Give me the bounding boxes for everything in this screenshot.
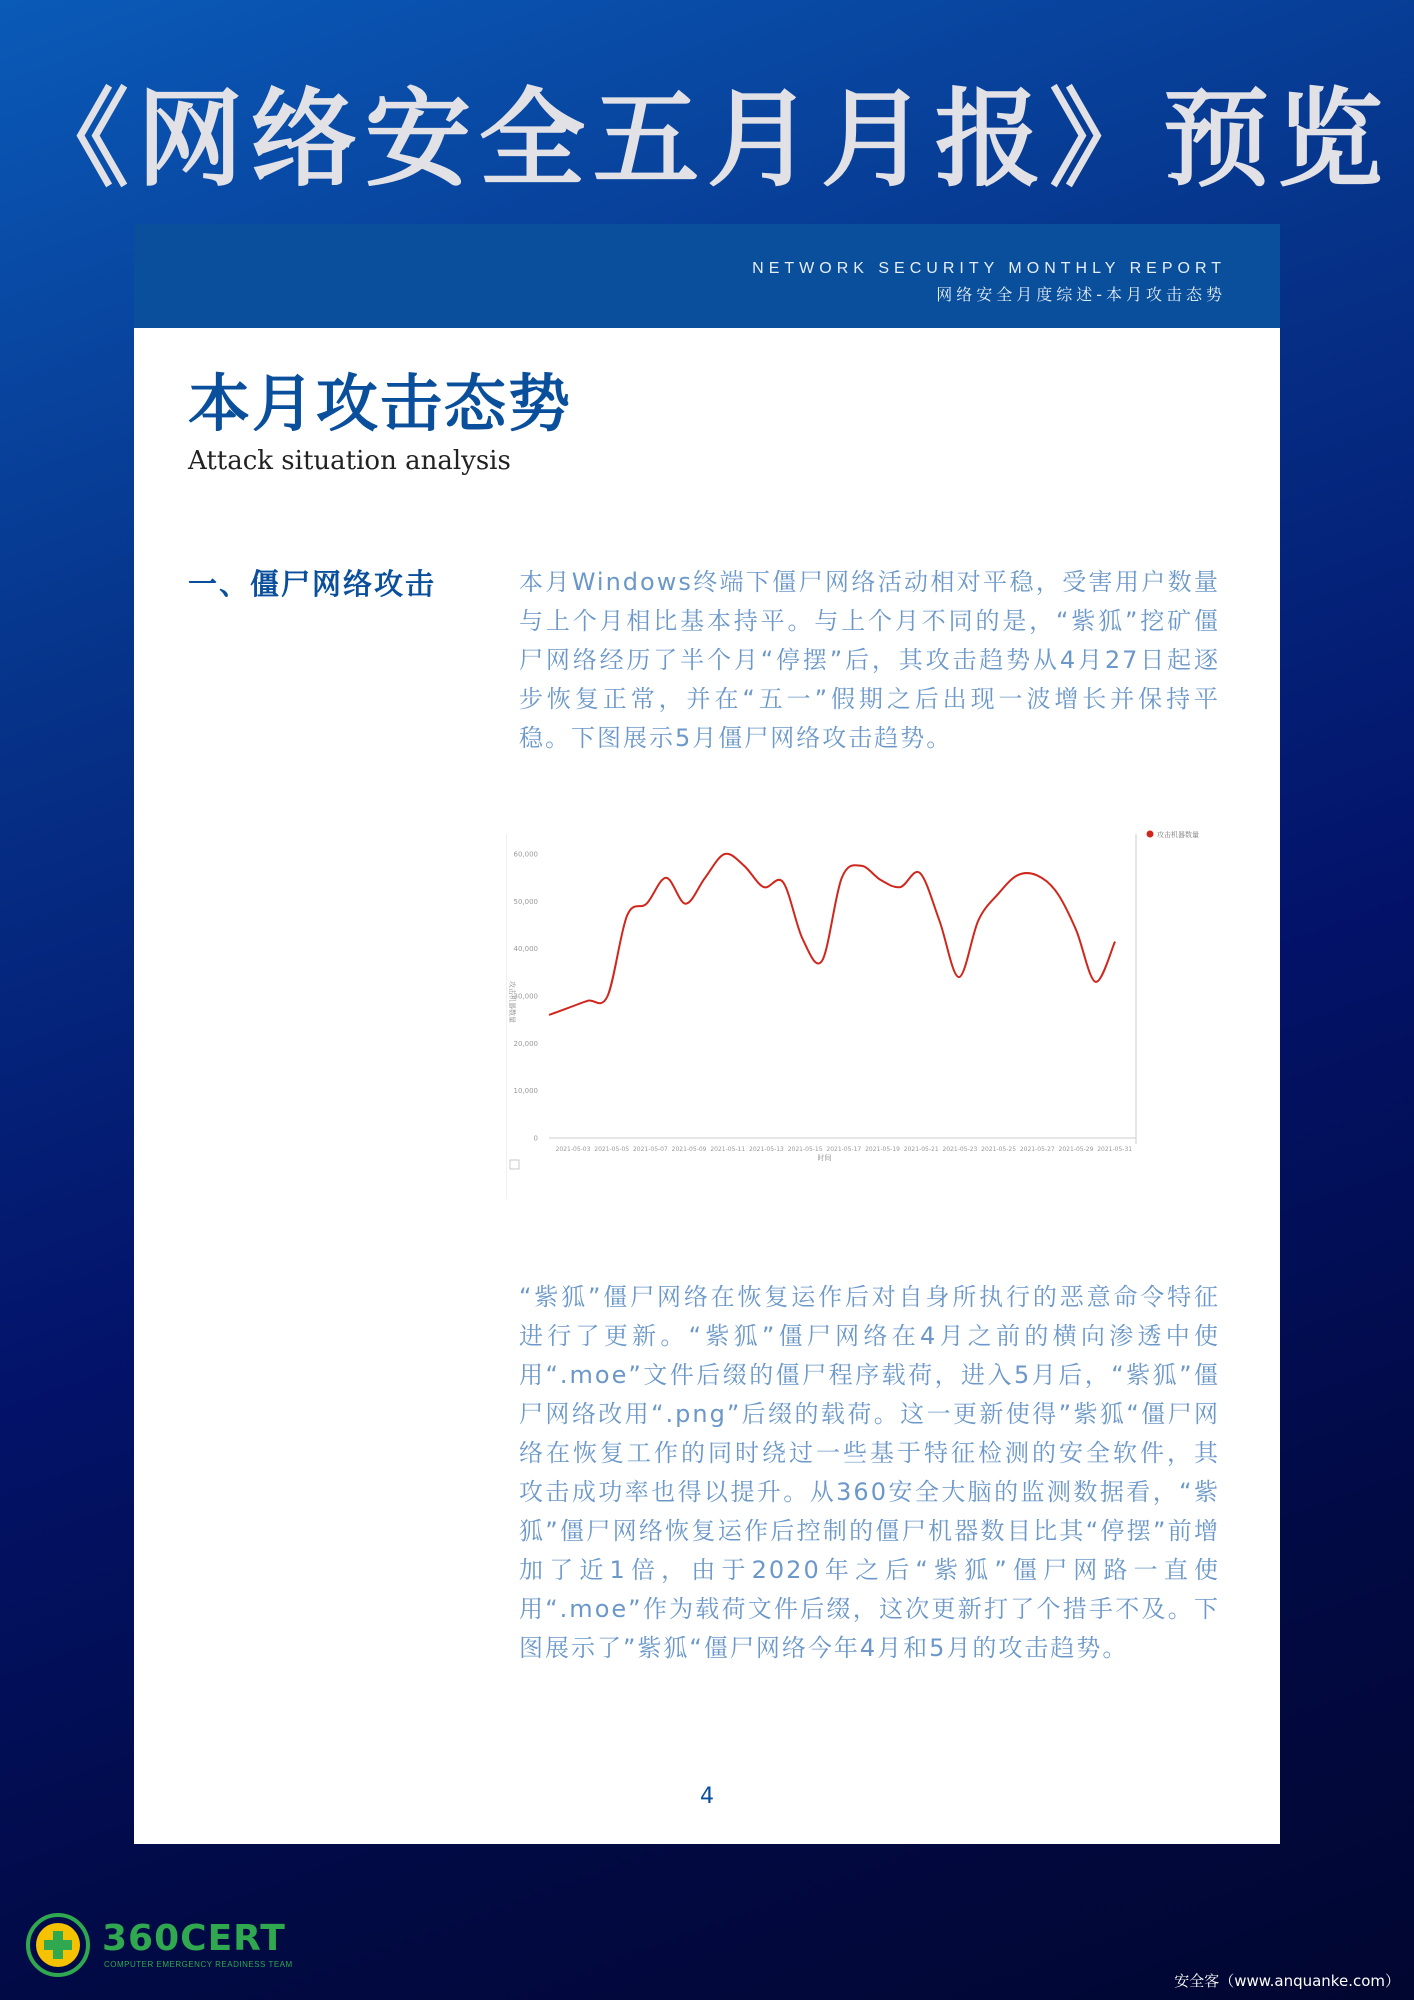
360cert-emblem-icon bbox=[18, 1910, 98, 1980]
report-page bbox=[134, 224, 1280, 1844]
y-tick-label: 20,000 bbox=[513, 1039, 538, 1048]
x-tick-label: 2021-05-31 bbox=[1097, 1146, 1133, 1153]
x-tick-label: 2021-05-09 bbox=[671, 1146, 707, 1153]
attack-trend-chart bbox=[506, 794, 1226, 1214]
y-axis-label: 攻击机器数量 bbox=[508, 981, 516, 1023]
page-number: 4 bbox=[700, 1784, 714, 1809]
page-header bbox=[134, 224, 1280, 328]
chart-svg bbox=[506, 794, 1226, 1214]
x-tick-labels bbox=[556, 1146, 1133, 1153]
logo-text: 360CERT bbox=[102, 1918, 286, 1959]
paragraph-intro: 本月Windows终端下僵尸网络活动相对平稳，受害用户数量与上个月相比基本持平。与上个月不同的是，“紫狐”挖矿僵尸网络经历了半个月“停摆”后，其攻击趋势从4月27日起逐步恢复正常，并在“五一”假期之后出现一波增长并保持平稳。下图展示5月僵尸网络攻击趋势。 bbox=[519, 568, 1220, 752]
y-tick-labels bbox=[514, 851, 539, 1143]
x-tick-label: 2021-05-07 bbox=[632, 1146, 668, 1153]
section-subtitle: Attack situation analysis bbox=[188, 446, 511, 476]
paragraph-update: “紫狐”僵尸网络在恢复运作后对自身所执行的恶意命令特征进行了更新。“紫狐”僵尸网络在4月之前的横向渗透中使用“.moe”文件后缀的僵尸程序载荷，进入5月后，“紫狐”僵尸网络改用“.png”后缀的载荷。这一更新使得”紫狐“僵尸网络在恢复工作的同时绕过一些基于特征检测的安全软件，其攻击成功率也得以提升。从360安全大脑的监测数据看，“紫狐”僵尸网络恢复运作后控制的僵尸机器数目比其“停摆”前增加了近1倍，由于2020年之后“紫狐”僵尸网路一直使用“.moe”作为载荷文件后缀，这次更新打了个措手不及。下图展示了”紫狐“僵尸网络今年4月和5月的攻击趋势。 bbox=[519, 1283, 1220, 1662]
x-tick-label: 2021-05-23 bbox=[942, 1146, 978, 1153]
header-english: NETWORK SECURITY MONTHLY REPORT bbox=[752, 260, 1226, 277]
y-tick-label: 10,000 bbox=[513, 1087, 538, 1096]
x-tick-label: 2021-05-13 bbox=[749, 1146, 784, 1153]
x-tick-label: 2021-05-03 bbox=[555, 1146, 591, 1153]
logo-subtext: COMPUTER EMERGENCY READINESS TEAM bbox=[104, 1960, 293, 1969]
x-tick-label: 2021-05-11 bbox=[710, 1146, 746, 1153]
legend-marker bbox=[1147, 831, 1154, 838]
y-tick-label: 40,000 bbox=[513, 945, 538, 954]
y-tick-label: 60,000 bbox=[513, 850, 538, 859]
x-tick-label: 2021-05-29 bbox=[1058, 1146, 1094, 1153]
x-tick-label: 2021-05-27 bbox=[1019, 1146, 1055, 1153]
x-tick-label: 2021-05-15 bbox=[787, 1146, 823, 1153]
x-tick-label: 2021-05-25 bbox=[981, 1146, 1017, 1153]
source-watermark: 安全客（www.anquanke.com） bbox=[1174, 1972, 1400, 1990]
header-chinese: 网络安全月度综述-本月攻击态势 bbox=[936, 285, 1226, 304]
x-tick-label: 2021-05-19 bbox=[865, 1146, 900, 1153]
y-tick-label: 50,000 bbox=[513, 897, 538, 906]
chart-toolbar-icon[interactable] bbox=[510, 1160, 519, 1169]
x-tick-label: 2021-05-17 bbox=[826, 1146, 862, 1153]
x-tick-label: 2021-05-21 bbox=[903, 1146, 939, 1153]
section-title: 本月攻击态势 bbox=[188, 367, 573, 440]
x-tick-label: 2021-05-05 bbox=[594, 1146, 630, 1153]
360cert-logo bbox=[18, 1910, 318, 1980]
banner-title: 《网络安全五月月报》预览 bbox=[23, 78, 1391, 201]
series-line bbox=[549, 854, 1115, 1015]
y-tick-label: 30,000 bbox=[513, 992, 538, 1001]
x-axis-label: 时间 bbox=[817, 1154, 832, 1162]
subsection-heading: 一、僵尸网络攻击 bbox=[188, 567, 437, 601]
y-tick-label: 0 bbox=[533, 1134, 538, 1143]
legend-label: 攻击机器数量 bbox=[1157, 831, 1199, 839]
